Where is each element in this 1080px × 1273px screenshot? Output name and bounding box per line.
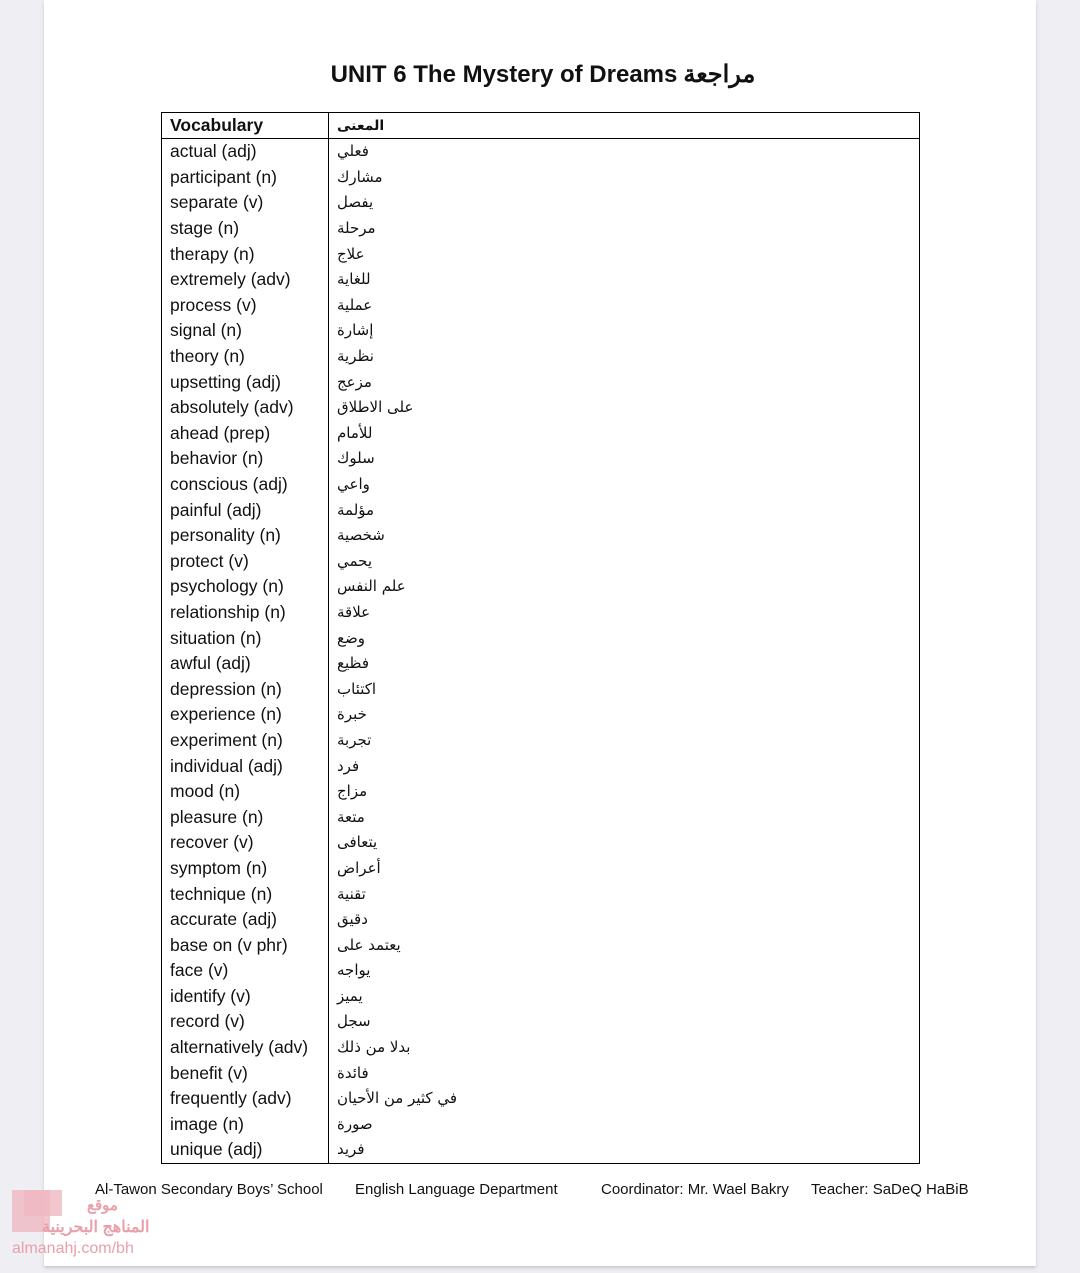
table-row [162, 932, 920, 958]
vocabulary-word: protect (v) [162, 549, 329, 575]
vocabulary-word: base on (v phr) [162, 932, 329, 958]
table-row [162, 1112, 920, 1138]
table-row [162, 267, 920, 293]
vocabulary-word: separate (v) [162, 190, 329, 216]
vocabulary-word: frequently (adv) [162, 1086, 329, 1112]
arabic-meaning: مؤلمة [337, 500, 375, 519]
vocabulary-word: individual (adj) [162, 753, 329, 779]
arabic-meaning: متعة [337, 807, 365, 826]
header-meaning: المعنى [329, 113, 920, 139]
vocabulary-word: record (v) [162, 1009, 329, 1035]
vocabulary-word: alternatively (adv) [162, 1035, 329, 1061]
table-row [162, 728, 920, 754]
page-title [0, 60, 1080, 89]
vocabulary-word: relationship (n) [162, 600, 329, 626]
table-row [162, 1009, 920, 1035]
vocabulary-word: depression (n) [162, 676, 329, 702]
arabic-meaning: يعتمد على [337, 935, 401, 954]
table-row [162, 190, 920, 216]
arabic-meaning: عملية [337, 295, 373, 314]
vocabulary-word: stage (n) [162, 216, 329, 242]
table-row [162, 907, 920, 933]
vocabulary-word: accurate (adj) [162, 907, 329, 933]
table-row [162, 139, 920, 165]
table-row [162, 421, 920, 447]
footer-department: English Language Department [355, 1181, 558, 1198]
vocabulary-word: behavior (n) [162, 446, 329, 472]
table-row [162, 318, 920, 344]
table-row [162, 241, 920, 267]
arabic-meaning: مرحلة [337, 219, 376, 238]
arabic-meaning: مزاج [337, 782, 368, 801]
arabic-meaning: للغاية [337, 270, 371, 289]
table-row [162, 625, 920, 651]
arabic-meaning: مشارك [337, 167, 383, 186]
table-row [162, 1060, 920, 1086]
table-row [162, 1137, 920, 1163]
vocabulary-word: experience (n) [162, 702, 329, 728]
vocabulary-word: participant (n) [162, 165, 329, 191]
header-vocabulary: Vocabulary [162, 113, 329, 139]
table-row [162, 216, 920, 242]
vocabulary-word: signal (n) [162, 318, 329, 344]
table-row [162, 395, 920, 421]
arabic-meaning: اكتئاب [337, 679, 377, 698]
vocabulary-word: experiment (n) [162, 728, 329, 754]
vocabulary-table [161, 112, 920, 1164]
table-row [162, 497, 920, 523]
arabic-meaning: صورة [337, 1114, 373, 1133]
arabic-meaning: سجل [337, 1012, 371, 1031]
table-row [162, 856, 920, 882]
arabic-meaning: خبرة [337, 705, 367, 724]
table-row [162, 523, 920, 549]
vocabulary-word: recover (v) [162, 830, 329, 856]
vocabulary-word: painful (adj) [162, 497, 329, 523]
table-row [162, 446, 920, 472]
arabic-meaning: يميز [337, 986, 363, 1005]
arabic-meaning: تقنية [337, 884, 366, 903]
title-english: UNIT 6 The Mystery of Dreams [330, 61, 678, 88]
vocabulary-word: absolutely (adv) [162, 395, 329, 421]
arabic-meaning: على الاطلاق [337, 398, 414, 417]
table-row [162, 958, 920, 984]
arabic-meaning: تجربة [337, 730, 372, 749]
table-row [162, 1086, 920, 1112]
table-row [162, 804, 920, 830]
vocabulary-word: unique (adj) [162, 1137, 329, 1163]
vocabulary-word: identify (v) [162, 984, 329, 1010]
arabic-meaning: مزعج [337, 372, 372, 391]
vocabulary-word: symptom (n) [162, 856, 329, 882]
arabic-meaning: فائدة [337, 1063, 369, 1082]
table-row [162, 651, 920, 677]
vocabulary-word: therapy (n) [162, 241, 329, 267]
table-row [162, 369, 920, 395]
footer-teacher: Teacher: SaDeQ HaBiB [811, 1181, 969, 1198]
arabic-meaning: فريد [337, 1140, 365, 1159]
arabic-meaning: إشارة [337, 321, 374, 340]
arabic-meaning: يفصل [337, 193, 374, 212]
table-row [162, 830, 920, 856]
arabic-meaning: في كثير من الأحيان [337, 1089, 458, 1108]
vocabulary-word: process (v) [162, 293, 329, 319]
table-header-row [162, 113, 920, 139]
table-row [162, 344, 920, 370]
table-row [162, 702, 920, 728]
arabic-meaning: فظيع [337, 654, 369, 673]
arabic-meaning: علم النفس [337, 577, 406, 596]
arabic-meaning: وضع [337, 628, 365, 647]
vocabulary-word: conscious (adj) [162, 472, 329, 498]
arabic-meaning: علاقة [337, 602, 371, 621]
vocabulary-word: personality (n) [162, 523, 329, 549]
table-row [162, 881, 920, 907]
arabic-meaning: بدلا من ذلك [337, 1038, 411, 1057]
vocabulary-word: actual (adj) [162, 139, 329, 165]
vocabulary-word: ahead (prep) [162, 421, 329, 447]
table-row [162, 549, 920, 575]
vocabulary-word: benefit (v) [162, 1060, 329, 1086]
arabic-meaning: يواجه [337, 961, 371, 980]
vocabulary-word: image (n) [162, 1112, 329, 1138]
table-row [162, 574, 920, 600]
vocabulary-word: theory (n) [162, 344, 329, 370]
arabic-meaning: سلوك [337, 449, 375, 468]
table-row [162, 984, 920, 1010]
vocabulary-word: technique (n) [162, 881, 329, 907]
table-row [162, 753, 920, 779]
table-row [162, 779, 920, 805]
vocabulary-word: upsetting (adj) [162, 369, 329, 395]
vocabulary-word: awful (adj) [162, 651, 329, 677]
arabic-meaning: يتعافى [337, 833, 378, 852]
arabic-meaning: فرد [337, 756, 360, 775]
table-row [162, 293, 920, 319]
arabic-meaning: نظرية [337, 347, 374, 366]
table-row [162, 600, 920, 626]
vocabulary-word: face (v) [162, 958, 329, 984]
table-row [162, 1035, 920, 1061]
arabic-meaning: يحمي [337, 551, 373, 570]
arabic-meaning: واعي [337, 475, 370, 494]
table-row [162, 165, 920, 191]
table-row [162, 676, 920, 702]
title-arabic: مراجعة [683, 61, 756, 88]
vocabulary-word: psychology (n) [162, 574, 329, 600]
arabic-meaning: أعراض [337, 858, 381, 877]
footer-school: Al-Tawon Secondary Boys’ School [95, 1181, 323, 1198]
table-row [162, 472, 920, 498]
vocabulary-word: pleasure (n) [162, 804, 329, 830]
vocabulary-word: mood (n) [162, 779, 329, 805]
vocabulary-word: situation (n) [162, 625, 329, 651]
arabic-meaning: للأمام [337, 423, 373, 442]
vocabulary-word: extremely (adv) [162, 267, 329, 293]
arabic-meaning: فعلي [337, 142, 369, 161]
arabic-meaning: دقيق [337, 910, 368, 929]
arabic-meaning: علاج [337, 244, 365, 263]
arabic-meaning: شخصية [337, 526, 385, 545]
footer-coordinator: Coordinator: Mr. Wael Bakry [601, 1181, 789, 1198]
